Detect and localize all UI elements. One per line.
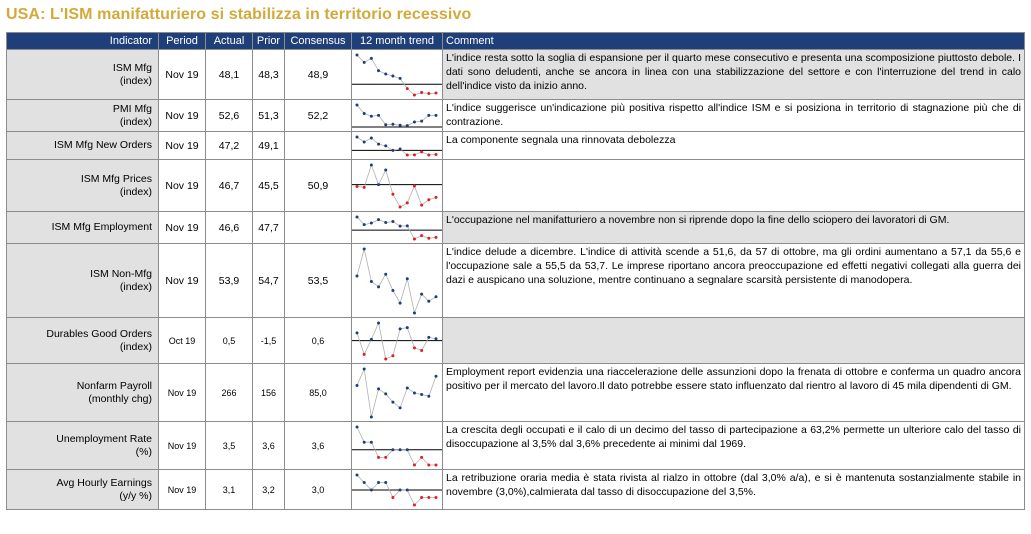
- trend-point: [399, 327, 402, 330]
- trend-point: [391, 448, 394, 451]
- sparkline-chart: [352, 471, 442, 509]
- table-row: [7, 132, 1025, 160]
- table-row: [7, 160, 1025, 212]
- trend-point: [363, 352, 366, 355]
- indicator-title: ISM Non-Mfg: [90, 267, 152, 280]
- trend-point: [391, 74, 394, 77]
- trend-point: [384, 72, 387, 75]
- trend-point: [377, 218, 380, 221]
- actual-cell: 52,6: [206, 100, 253, 132]
- trend-point: [420, 348, 423, 351]
- indicator-unit: (index): [119, 185, 152, 198]
- header-comment: Comment: [443, 33, 1025, 50]
- trend-cell: [352, 422, 443, 470]
- table-row: [7, 470, 1025, 510]
- indicator-title: Avg Hourly Earnings: [56, 476, 152, 489]
- indicator-title: PMI Mfg: [112, 102, 152, 115]
- indicator-name: [7, 132, 159, 160]
- indicator-unit: (monthly chg): [88, 392, 152, 405]
- prior-cell: 47,7: [253, 212, 285, 244]
- trend-point: [384, 123, 387, 126]
- trend-point: [420, 119, 423, 122]
- header-trend: 12 month trend: [352, 33, 443, 50]
- prior-cell: 48,3: [253, 50, 285, 100]
- consensus-cell: 50,9: [285, 160, 352, 212]
- actual-cell: 53,9: [206, 244, 253, 318]
- indicator-unit: (y/y %): [119, 489, 152, 502]
- trend-cell: [352, 50, 443, 100]
- sparkline-chart: [352, 245, 442, 317]
- indicator-unit: (index): [119, 340, 152, 353]
- actual-cell: 0,5: [206, 318, 253, 364]
- trend-point: [399, 147, 402, 150]
- sparkline-chart: [352, 423, 442, 469]
- trend-point: [391, 400, 394, 403]
- indicator-title: ISM Mfg New Orders: [53, 139, 152, 151]
- actual-cell: 46,6: [206, 212, 253, 244]
- trend-point: [377, 455, 380, 458]
- trend-point: [413, 120, 416, 123]
- trend-point: [370, 56, 373, 59]
- indicator-name: [7, 422, 159, 470]
- trend-point: [384, 455, 387, 458]
- indicator-name: [7, 50, 159, 100]
- trend-point: [427, 113, 430, 116]
- trend-point: [406, 224, 409, 227]
- trend-point: [370, 279, 373, 282]
- trend-cell: [352, 318, 443, 364]
- trend-point: [427, 463, 430, 466]
- prior-cell: 51,3: [253, 100, 285, 132]
- trend-point: [413, 153, 416, 156]
- trend-point: [391, 192, 394, 195]
- trend-point: [384, 144, 387, 147]
- trend-point: [363, 185, 366, 188]
- consensus-cell: 53,5: [285, 244, 352, 318]
- trend-point: [427, 236, 430, 239]
- trend-point: [413, 311, 416, 314]
- consensus-cell: 52,2: [285, 100, 352, 132]
- trend-point: [435, 337, 438, 340]
- comment-cell: L'indice delude a dicembre. L'indice di attività scende a 51,6, da 57 di ottobre, ma gli ordini aumentano a 57,1 da 55,6 e l'occupazione sale a 55,5 da 53,7. Le imprese riportano ancora preoccupazione ed effetti negativi collegati alla guerra dei dazi e auspicano una soluzione, mentre continuano a segnalare scarsità persistente di manodopera.: [443, 244, 1025, 318]
- trend-point: [377, 321, 380, 324]
- trend-point: [435, 91, 438, 94]
- sparkline-chart: [352, 161, 442, 211]
- trend-point: [399, 205, 402, 208]
- trend-line: [357, 427, 436, 465]
- indicator-name: [7, 470, 159, 510]
- sparkline-chart: [352, 319, 442, 363]
- indicator-name: [7, 318, 159, 364]
- trend-point: [427, 496, 430, 499]
- trend-point: [427, 335, 430, 338]
- prior-cell: 3,2: [253, 470, 285, 510]
- trend-point: [413, 237, 416, 240]
- table-row: [7, 212, 1025, 244]
- trend-point: [370, 114, 373, 117]
- actual-cell: 47,2: [206, 132, 253, 160]
- period-cell: Nov 19: [159, 244, 206, 318]
- prior-cell: 54,7: [253, 244, 285, 318]
- trend-point: [391, 288, 394, 291]
- prior-cell: 3,6: [253, 422, 285, 470]
- trend-point: [399, 448, 402, 451]
- consensus-cell: 0,6: [285, 318, 352, 364]
- trend-point: [420, 392, 423, 395]
- trend-point: [435, 496, 438, 499]
- trend-point: [427, 198, 430, 201]
- trend-point: [435, 153, 438, 156]
- consensus-cell: [285, 132, 352, 160]
- trend-point: [406, 448, 409, 451]
- table-row: [7, 100, 1025, 132]
- table-row: [7, 318, 1025, 364]
- trend-cell: [352, 160, 443, 212]
- trend-point: [406, 326, 409, 329]
- comment-cell: La crescita degli occupati e il calo di un decimo del tasso di partecipazione a 63,2% permette un ulteriore calo del tasso di disoccupazione al 3,5% dal 3,6% precedente ai minimi dal 1969.: [443, 422, 1025, 470]
- table-row: [7, 50, 1025, 100]
- trend-point: [363, 481, 366, 484]
- trend-point: [356, 384, 359, 387]
- header-period: Period: [159, 33, 206, 50]
- trend-point: [377, 113, 380, 116]
- trend-point: [406, 386, 409, 389]
- trend-point: [413, 463, 416, 466]
- trend-line: [357, 165, 436, 207]
- indicator-name: [7, 212, 159, 244]
- indicator-title: Unemployment Rate: [56, 432, 152, 445]
- comment-cell: Employment report evidenzia una riaccelerazione delle assunzioni dopo la frenata di ottobre e conferma un quadro ancora positivo per il mercato del lavoro.Il dato potrebbe essere stato influenzato dal rientro al lavoro di 45 mila dipendenti di GM.: [443, 364, 1025, 422]
- table-row: [7, 244, 1025, 318]
- sparkline-chart: [352, 365, 442, 421]
- trend-point: [435, 463, 438, 466]
- trend-point: [413, 184, 416, 187]
- trend-cell: [352, 470, 443, 510]
- trend-point: [399, 488, 402, 491]
- trend-point: [377, 69, 380, 72]
- trend-point: [406, 87, 409, 90]
- period-cell: Nov 19: [159, 470, 206, 510]
- trend-point: [363, 60, 366, 63]
- trend-point: [370, 163, 373, 166]
- indicator-title: Durables Good Orders: [46, 327, 152, 340]
- sparkline-chart: [352, 51, 442, 99]
- trend-point: [420, 91, 423, 94]
- trend-point: [399, 123, 402, 126]
- trend-point: [391, 122, 394, 125]
- period-cell: Oct 19: [159, 318, 206, 364]
- period-cell: Nov 19: [159, 132, 206, 160]
- indicator-title: ISM Mfg Employment: [51, 221, 152, 233]
- sparkline-chart: [352, 213, 442, 243]
- trend-point: [377, 481, 380, 484]
- trend-line: [357, 137, 436, 155]
- trend-line: [357, 55, 436, 95]
- trend-point: [427, 394, 430, 397]
- trend-point: [384, 392, 387, 395]
- trend-point: [384, 357, 387, 360]
- trend-cell: [352, 132, 443, 160]
- trend-point: [356, 184, 359, 187]
- comment-cell: L'occupazione nel manifatturiero a novembre non si riprende dopo la fine dello sciopero dei lavoratori di GM.: [443, 212, 1025, 244]
- prior-cell: -1,5: [253, 318, 285, 364]
- prior-cell: 156: [253, 364, 285, 422]
- trend-point: [377, 387, 380, 390]
- trend-point: [413, 503, 416, 506]
- trend-point: [399, 301, 402, 304]
- indicator-title: ISM Mfg: [112, 61, 152, 74]
- comment-cell: L'indice resta sotto la soglia di espansione per il quarto mese consecutivo e presenta una scomposizione piuttosto debole. I dati sono deludenti, anche se ancora in linea con una stabilizzazione del settore e con l'interruzione del trend in calo dell'indice visto da inizio anno.: [443, 50, 1025, 100]
- indicator-name: [7, 160, 159, 212]
- trend-point: [406, 124, 409, 127]
- actual-cell: 46,7: [206, 160, 253, 212]
- consensus-cell: 3,6: [285, 422, 352, 470]
- indicator-unit: (index): [119, 74, 152, 87]
- trend-point: [370, 440, 373, 443]
- actual-cell: 3,1: [206, 470, 253, 510]
- trend-point: [377, 285, 380, 288]
- trend-line: [357, 369, 436, 417]
- trend-point: [435, 235, 438, 238]
- trend-point: [420, 203, 423, 206]
- trend-point: [356, 425, 359, 428]
- period-cell: Nov 19: [159, 212, 206, 244]
- trend-point: [399, 406, 402, 409]
- trend-point: [420, 496, 423, 499]
- consensus-cell: 3,0: [285, 470, 352, 510]
- sparkline-chart: [352, 133, 442, 159]
- trend-point: [370, 488, 373, 491]
- trend-point: [363, 112, 366, 115]
- trend-point: [363, 247, 366, 250]
- trend-cell: [352, 364, 443, 422]
- indicator-name: [7, 244, 159, 318]
- trend-point: [363, 223, 366, 226]
- comment-cell: [443, 160, 1025, 212]
- trend-point: [420, 234, 423, 237]
- trend-point: [363, 367, 366, 370]
- comment-cell: La componente segnala una rinnovata debolezza: [443, 132, 1025, 160]
- consensus-cell: 85,0: [285, 364, 352, 422]
- trend-point: [384, 481, 387, 484]
- trend-point: [356, 135, 359, 138]
- actual-cell: 48,1: [206, 50, 253, 100]
- header-actual: Actual: [206, 33, 253, 50]
- trend-point: [370, 136, 373, 139]
- trend-point: [391, 496, 394, 499]
- trend-point: [384, 221, 387, 224]
- trend-point: [435, 113, 438, 116]
- trend-point: [391, 354, 394, 357]
- trend-point: [370, 337, 373, 340]
- period-cell: Nov 19: [159, 422, 206, 470]
- trend-line: [357, 249, 436, 313]
- trend-point: [413, 346, 416, 349]
- trend-point: [370, 415, 373, 418]
- actual-cell: 3,5: [206, 422, 253, 470]
- indicator-unit: (%): [135, 445, 152, 458]
- trend-point: [356, 103, 359, 106]
- trend-cell: [352, 212, 443, 244]
- trend-point: [413, 391, 416, 394]
- trend-point: [435, 374, 438, 377]
- trend-point: [427, 153, 430, 156]
- trend-point: [391, 220, 394, 223]
- trend-point: [356, 274, 359, 277]
- trend-point: [420, 455, 423, 458]
- trend-point: [399, 224, 402, 227]
- trend-point: [363, 140, 366, 143]
- indicator-title: ISM Mfg Prices: [80, 172, 152, 185]
- trend-point: [420, 150, 423, 153]
- actual-cell: 266: [206, 364, 253, 422]
- header-indicator: Indicator: [7, 33, 159, 50]
- trend-point: [356, 215, 359, 218]
- trend-point: [356, 53, 359, 56]
- indicator-title: Nonfarm Payroll: [76, 379, 152, 392]
- header-prior: Prior: [253, 33, 285, 50]
- trend-point: [420, 292, 423, 295]
- consensus-cell: [285, 212, 352, 244]
- comment-cell: [443, 318, 1025, 364]
- trend-line: [357, 217, 436, 239]
- trend-line: [357, 105, 436, 126]
- prior-cell: 45,5: [253, 160, 285, 212]
- trend-cell: [352, 100, 443, 132]
- trend-point: [399, 76, 402, 79]
- trend-point: [413, 93, 416, 96]
- header-row: [7, 33, 1025, 50]
- prior-cell: 49,1: [253, 132, 285, 160]
- table-row: [7, 364, 1025, 422]
- period-cell: Nov 19: [159, 100, 206, 132]
- trend-point: [363, 440, 366, 443]
- trend-point: [435, 195, 438, 198]
- table-row: [7, 422, 1025, 470]
- indicator-table: [6, 32, 1025, 510]
- header-consensus: Consensus: [285, 33, 352, 50]
- trend-point: [356, 331, 359, 334]
- trend-point: [370, 221, 373, 224]
- period-cell: Nov 19: [159, 364, 206, 422]
- sparkline-chart: [352, 101, 442, 131]
- indicator-unit: (index): [119, 115, 152, 128]
- period-cell: Nov 19: [159, 50, 206, 100]
- trend-point: [406, 201, 409, 204]
- trend-point: [384, 168, 387, 171]
- indicator-name: [7, 100, 159, 132]
- indicator-unit: (index): [119, 280, 152, 293]
- comment-cell: L'indice suggerisce un'indicazione più positiva rispetto all'indice ISM e si posiziona in territorio di stagnazione più che di contrazione.: [443, 100, 1025, 132]
- indicator-name: [7, 364, 159, 422]
- trend-cell: [352, 244, 443, 318]
- trend-point: [427, 92, 430, 95]
- trend-point: [435, 295, 438, 298]
- consensus-cell: 48,9: [285, 50, 352, 100]
- trend-point: [384, 272, 387, 275]
- trend-point: [427, 299, 430, 302]
- trend-point: [406, 153, 409, 156]
- period-cell: Nov 19: [159, 160, 206, 212]
- comment-cell: La retribuzione oraria media è stata rivista al rialzo in ottobre (dal 3,0% a/a), e si è mantenuta sostanzialmente stabile in novembre (3,0%),calmierata dal tasso di disoccupazione del 3,5%.: [443, 470, 1025, 510]
- trend-point: [406, 488, 409, 491]
- trend-point: [391, 148, 394, 151]
- trend-point: [356, 473, 359, 476]
- page-title: USA: L'ISM manifatturiero si stabilizza in territorio recessivo: [6, 6, 472, 23]
- trend-point: [377, 183, 380, 186]
- trend-point: [406, 277, 409, 280]
- trend-point: [377, 142, 380, 145]
